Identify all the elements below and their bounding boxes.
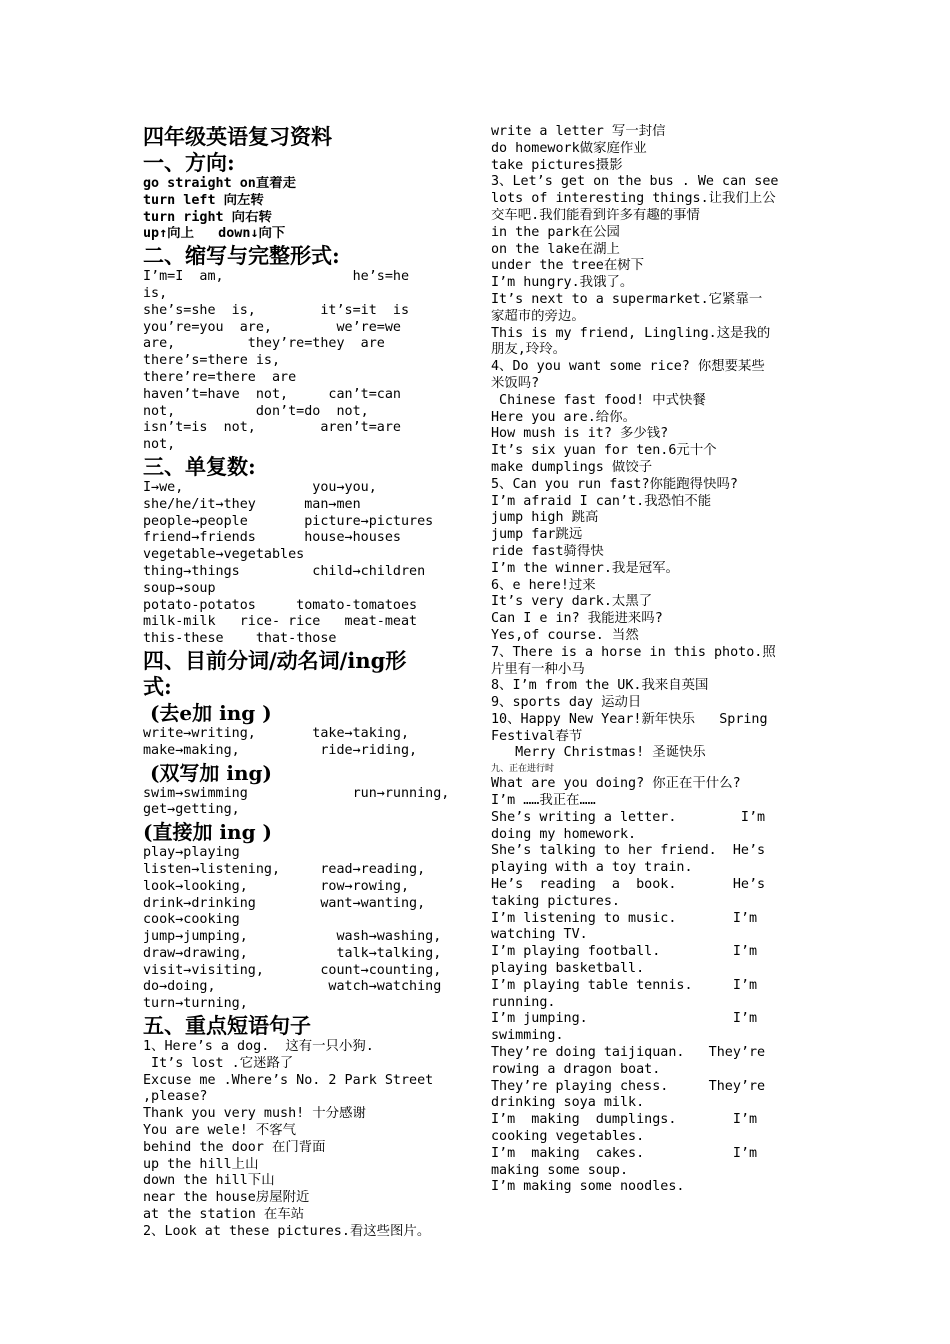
text-line: 片里有一种小马 xyxy=(491,661,585,677)
text-line: rowing a dragon boat. xyxy=(491,1061,661,1077)
text-line: Merry Christmas! 圣诞快乐 xyxy=(491,745,706,761)
text-line: visit→visiting, count→counting, xyxy=(143,962,442,978)
text-line: go straight on直着走 xyxy=(143,176,297,191)
text-line: jump high 跳高 xyxy=(491,510,599,526)
text-line: 1、Here’s a dog. 这有一只小狗. xyxy=(143,1039,374,1055)
text-line: I’m afraid I can’t.我恐怕不能 xyxy=(491,493,712,509)
text-line: 6、e here!过来 xyxy=(491,577,596,593)
section-heading: (去e加 ing ) xyxy=(143,700,272,725)
text-line: What are you doing? 你正在干什么? xyxy=(491,776,741,792)
text-line: ride fast骑得快 xyxy=(491,543,604,559)
text-line: 家超市的旁边。 xyxy=(491,308,585,324)
text-line: ,please? xyxy=(143,1089,208,1105)
text-line: I’m=I am, he’s=he xyxy=(143,269,410,285)
text-line: drinking soya milk. xyxy=(491,1095,645,1111)
text-line: play→playing xyxy=(143,845,240,861)
text-line: Festival春节 xyxy=(491,728,583,744)
text-line: look→looking, row→rowing, xyxy=(143,878,410,894)
text-line: They’re doing taijiquan. They’re xyxy=(491,1045,766,1061)
text-line: I’m hungry.我饿了。 xyxy=(491,275,634,291)
text-line: I→we, you→you, xyxy=(143,479,377,495)
text-line: 9、sports day 运动日 xyxy=(491,695,642,711)
text-line: I’m making dumplings. I’m xyxy=(491,1112,758,1128)
text-line: under the tree在树下 xyxy=(491,258,645,274)
text-line: vegetable→vegetables xyxy=(143,547,305,563)
text-line: at the station 在车站 xyxy=(143,1207,305,1223)
text-line: 7、There is a horse in this photo.照 xyxy=(491,644,776,660)
text-line: swimming. xyxy=(491,1028,564,1044)
text-line: 3、Let’s get on the bus . We can see xyxy=(491,174,779,190)
text-line: make dumplings 做饺子 xyxy=(491,459,653,475)
text-line: up↑向上 down↓向下 xyxy=(143,226,286,242)
section-heading: 四年级英语复习资料 xyxy=(143,124,332,149)
section-heading: (直接加 ing ) xyxy=(143,820,272,845)
text-line: Can I e in? 我能进来吗? xyxy=(491,611,663,627)
text-line: doing my homework. xyxy=(491,826,637,842)
text-line: friend→friends house→houses xyxy=(143,530,401,546)
text-line: making some soup. xyxy=(491,1162,629,1178)
text-line: I’m making some noodles. xyxy=(491,1179,685,1195)
text-line: I’m playing football. I’m xyxy=(491,944,758,960)
text-line: you’re=you are, we’re=we xyxy=(143,319,401,335)
text-line: Yes,of course. 当然 xyxy=(491,627,639,643)
text-line: up the hill上山 xyxy=(143,1156,259,1172)
section-heading: 四、目前分词/动名词/ing形 xyxy=(143,647,407,673)
text-line: 2、Look at these pictures.看这些图片。 xyxy=(143,1223,431,1239)
section-heading: 式: xyxy=(143,673,172,699)
text-line: turn→turning, xyxy=(143,996,248,1012)
text-line: jump→jumping, wash→washing, xyxy=(143,929,442,945)
text-line: there’s=there is, xyxy=(143,353,281,369)
text-line: It’s lost .它迷路了 xyxy=(143,1055,294,1071)
right-column xyxy=(491,124,811,1196)
text-line: this-these that-those xyxy=(143,631,337,647)
text-line: listen→listening, read→reading, xyxy=(143,861,426,877)
text-line: behind the door 在门背面 xyxy=(143,1139,326,1155)
text-line: It’s six yuan for ten.6元十个 xyxy=(491,443,717,459)
text-line: I’m making cakes. I’m xyxy=(491,1145,758,1161)
text-line: turn left 向左转 xyxy=(143,192,264,208)
text-line: I’m playing table tennis. I’m xyxy=(491,977,758,993)
text-line: do→doing, watch→watching xyxy=(143,979,442,995)
text-line: not, don’t=do not, xyxy=(143,403,369,419)
text-line: You are wele! 不客气 xyxy=(143,1123,297,1139)
text-line: write a letter 写一封信 xyxy=(491,124,666,139)
text-line: 九、正在进行时 xyxy=(491,764,555,775)
text-line: get→getting, xyxy=(143,802,240,818)
text-line: cooking vegetables. xyxy=(491,1129,645,1145)
text-line: watching TV. xyxy=(491,927,588,943)
text-line: I’m ……我正在…… xyxy=(491,793,596,809)
text-line: she’s=she is, it’s=it is xyxy=(143,302,410,318)
text-line: Thank you very mush! 十分感谢 xyxy=(143,1106,366,1122)
text-line: How mush is it? 多少钱? xyxy=(491,426,669,442)
text-line: make→making, ride→riding, xyxy=(143,742,418,758)
text-line: playing with a toy train. xyxy=(491,860,693,876)
section-heading: 三、单复数: xyxy=(143,453,256,479)
text-line: thing→things child→children xyxy=(143,563,426,579)
text-line: She’s writing a letter. I’m xyxy=(491,809,766,825)
text-line: is, xyxy=(143,285,168,301)
text-line: not, xyxy=(143,437,176,453)
section-heading: 一、方向: xyxy=(143,150,235,175)
text-line: take pictures摄影 xyxy=(491,157,623,173)
section-heading: 二、缩写与完整形式: xyxy=(143,243,340,269)
section-heading: 五、重点短语句子 xyxy=(143,1013,311,1039)
text-line: 交车吧.我们能看到许多有趣的事情 xyxy=(491,207,700,223)
text-line: soup→soup xyxy=(143,580,216,596)
text-line: there’re=there are xyxy=(143,369,297,385)
text-line: are, they’re=they are xyxy=(143,336,385,352)
text-line: cook→cooking xyxy=(143,912,240,928)
text-line: He’s reading a book. He’s xyxy=(491,877,766,893)
left-column xyxy=(143,124,461,1241)
text-line: near the house房屋附近 xyxy=(143,1190,310,1206)
text-line: playing basketball. xyxy=(491,961,645,977)
text-line: Chinese fast food! 中式快餐 xyxy=(491,392,706,408)
text-line: write→writing, take→taking, xyxy=(143,725,410,741)
text-line: 10、Happy New Year!新年快乐 Spring xyxy=(491,711,768,727)
text-line: milk-milk rice- rice meat-meat xyxy=(143,614,418,630)
text-line: I’m jumping. I’m xyxy=(491,1011,758,1027)
text-line: do homework做家庭作业 xyxy=(491,140,647,156)
text-line: 朋友,玲玲。 xyxy=(491,342,567,358)
text-line: she/he/it→they man→men xyxy=(143,496,361,512)
text-line: This is my friend, Lingling.这是我的 xyxy=(491,325,771,341)
text-line: swim→swimming run→running, xyxy=(143,785,450,801)
text-line: 米饭吗? xyxy=(491,375,540,391)
text-line: draw→drawing, talk→talking, xyxy=(143,945,442,961)
section-heading: (双写加 ing) xyxy=(143,760,272,785)
text-line: I’m listening to music. I’m xyxy=(491,910,758,926)
text-line: on the lake在湖上 xyxy=(491,241,620,257)
text-line: running. xyxy=(491,994,556,1010)
text-line: drink→drinking want→wanting, xyxy=(143,895,426,911)
text-line: isn’t=is not, aren’t=are xyxy=(143,420,401,436)
text-line: in the park在公园 xyxy=(491,224,620,240)
text-line: Excuse me .Where’s No. 2 Park Street xyxy=(143,1072,434,1088)
text-line: 5、Can you run fast?你能跑得快吗? xyxy=(491,476,738,492)
text-line: lots of interesting things.让我们上公 xyxy=(491,191,776,207)
text-line: 8、I’m from the UK.我来自英国 xyxy=(491,678,709,694)
text-line: jump far跳远 xyxy=(491,527,583,543)
text-line: 4、Do you want some rice? 你想要某些 xyxy=(491,359,765,375)
text-line: I’m the winner.我是冠军。 xyxy=(491,560,679,576)
text-line: It’s very dark.太黑了 xyxy=(491,594,653,610)
text-line: She’s talking to her friend. He’s xyxy=(491,843,766,859)
text-line: people→people picture→pictures xyxy=(143,513,434,529)
text-line: haven’t=have not, can’t=can xyxy=(143,386,401,402)
text-line: Here you are.给你。 xyxy=(491,409,636,425)
text-line: It’s next to a supermarket.它紧靠一 xyxy=(491,291,763,307)
text-line: taking pictures. xyxy=(491,893,620,909)
text-line: turn right 向右转 xyxy=(143,209,272,225)
text-line: down the hill下山 xyxy=(143,1173,275,1189)
text-line: potato-potatos tomato-tomatoes xyxy=(143,597,418,613)
text-line: They’re playing chess. They’re xyxy=(491,1078,766,1094)
